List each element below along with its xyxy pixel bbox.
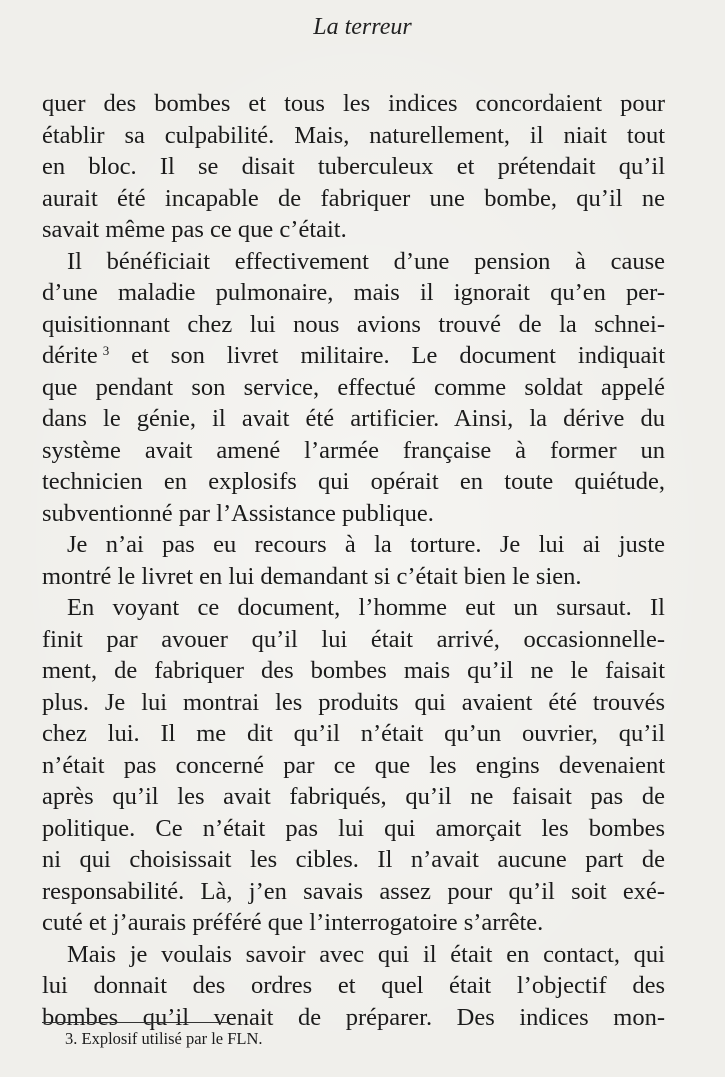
text-line: chez lui. Il me dit qu’il n’était qu’un ouvrier, qu’il	[42, 720, 665, 747]
text-line: ni qui choisissait les cibles. Il n’avait aucune part de	[42, 846, 665, 873]
text-line: n’était pas concerné par ce que les engins devenaient	[42, 751, 665, 779]
text-line: établir sa culpabilité. Mais, naturellement, il niait tout	[42, 121, 665, 149]
text-line: ment, de fabriquer des bombes mais qu’il ne le faisait	[42, 657, 665, 684]
text-line: bombes qu’il venait de préparer. Des indices mon-	[42, 1003, 665, 1031]
text-line-with-footnote-ref	[42, 340, 665, 372]
footnote-divider	[42, 1022, 230, 1023]
body-text	[42, 88, 665, 1033]
text-fragment: et son livret militaire. Le document indiquait	[131, 342, 665, 369]
text-line: lui donnait des ordres et quel était l’objectif des	[42, 972, 665, 999]
text-line: montré le livret en lui demandant si c’était bien le sien.	[42, 562, 582, 590]
text-line: En voyant ce document, l’homme eut un sursaut. Il	[67, 594, 665, 621]
text-line: en bloc. Il se disait tuberculeux et prétendait qu’il	[42, 153, 665, 180]
running-title: La terreur	[313, 14, 412, 40]
text-line: système avait amené l’armée française à former un	[42, 436, 665, 464]
text-line: technicien en explosifs qui opérait en toute quiétude,	[42, 468, 665, 495]
text-line: aurait été incapable de fabriquer une bombe, qu’il ne	[42, 184, 665, 212]
word-fragment: dérite	[42, 342, 98, 369]
text-line: Mais je voulais savoir avec qui il était en contact, qui	[67, 940, 665, 968]
text-line: quer des bombes et tous les indices concordaient pour	[42, 90, 665, 117]
footnote-reference[interactable]: 3	[102, 343, 110, 358]
text-line: dans le génie, il avait été artificier. Ainsi, la dérive du	[42, 405, 665, 432]
text-line: subventionné par l’Assistance publique.	[42, 499, 434, 527]
text-line: après qu’il les avait fabriqués, qu’il ne faisait pas de	[42, 783, 665, 810]
text-line: Je n’ai pas eu recours à la torture. Je lui ai juste	[67, 531, 665, 558]
text-line: que pendant son service, effectué comme soldat appelé	[42, 373, 665, 401]
text-line: d’une maladie pulmonaire, mais il ignorait qu’en per-	[42, 279, 665, 306]
text-line: Il bénéficiait effectivement d’une pension à cause	[67, 247, 665, 275]
text-line: quisitionnant chez lui nous avions trouvé de la schnei-	[42, 310, 665, 338]
text-line: plus. Je lui montrai les produits qui avaient été trouvés	[42, 688, 665, 716]
text-line: responsabilité. Là, j’en savais assez pour qu’il soit exé-	[42, 877, 665, 905]
footnote: 3. Explosif utilisé par le FLN.	[65, 1029, 263, 1048]
text-line: cuté et j’aurais préféré que l’interrogatoire s’arrête.	[42, 909, 544, 936]
text-line: politique. Ce n’était pas lui qui amorçait les bombes	[42, 814, 665, 842]
text-line: finit par avouer qu’il lui était arrivé, occasionnelle-	[42, 625, 665, 653]
text-line: savait même pas ce que c’était.	[42, 216, 347, 243]
